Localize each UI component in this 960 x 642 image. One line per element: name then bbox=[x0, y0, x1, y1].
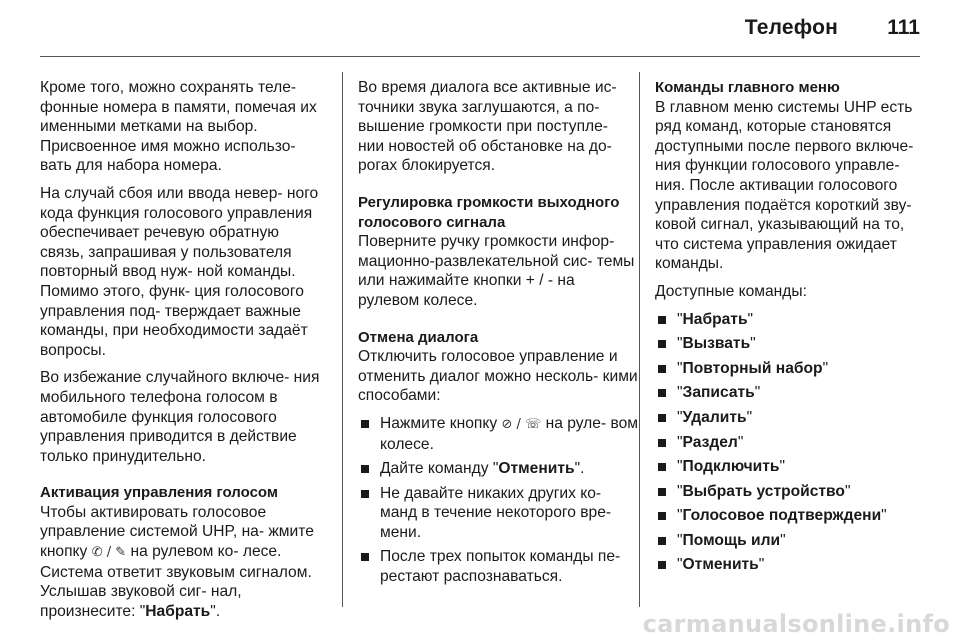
command-item: "Раздел" bbox=[655, 433, 925, 453]
command-item: "Записать" bbox=[655, 383, 925, 403]
watermark: carmanualsonline.info bbox=[642, 610, 950, 638]
phone-voice-icon: ✆ / ✎ bbox=[91, 545, 127, 561]
list-item: Нажмите кнопку ⊘ / ☏ на руле- вом колесе. bbox=[358, 414, 638, 454]
command-item: "Вызвать" bbox=[655, 334, 925, 354]
column-divider-2 bbox=[639, 72, 640, 607]
section-heading: Отмена диалога bbox=[358, 328, 479, 346]
command-item: "Набрать" bbox=[655, 310, 925, 330]
command-item: "Подключить" bbox=[655, 457, 925, 477]
paragraph: Во время диалога все активные ис- точники звука заглушаются, а по- вышение громкости при поступле- нии новостей об обстановке на до- рогах блокируется. bbox=[358, 79, 617, 175]
command-label: Подключить bbox=[682, 458, 780, 476]
command-label: Помощь или bbox=[682, 531, 781, 549]
header-divider bbox=[40, 56, 920, 57]
paragraph: Доступные команды: bbox=[655, 282, 807, 300]
paragraph: На случай сбоя или ввода невер- ного кода функция голосового управления обеспечивает речевую обратную связь, запрашивая у пользователя повторный ввод нуж- ной команды. Помимо этого, функ- ция голосового управления под- тверждает важные команды, при необходимости задаёт вопросы. bbox=[40, 184, 319, 359]
command-label: Отменить bbox=[682, 556, 759, 574]
command-label: Отменить bbox=[498, 460, 575, 478]
command-item: "Отменить" bbox=[655, 555, 925, 575]
command-label: Удалить bbox=[682, 408, 747, 426]
paragraph: Кроме того, можно сохранять теле- фонные номера в памяти, помечая их именными метками на выбор. Присвоенное имя можно использо- вать для набора номера. bbox=[40, 79, 317, 175]
command-list bbox=[655, 310, 925, 576]
paragraph: Во избежание случайного включе- ния мобильного телефона голосом в автомобиле функция голосового управления приводится в действие только принудительно. bbox=[40, 369, 320, 465]
command-label: Выбрать устройство bbox=[682, 482, 845, 500]
section-heading: Активация управления голосом bbox=[40, 484, 278, 502]
mute-hangup-icon: ⊘ / ☏ bbox=[501, 416, 542, 432]
command-item: "Голосовое подтверждени" bbox=[655, 506, 925, 526]
section-heading: Регулировка громкости выходного голосового сигнала bbox=[358, 193, 620, 231]
command-label: Набрать bbox=[145, 602, 211, 620]
column-1 bbox=[40, 78, 320, 629]
command-label: Раздел bbox=[682, 433, 738, 451]
column-divider-1 bbox=[342, 72, 343, 607]
command-label: Записать bbox=[682, 384, 755, 402]
paragraph: Чтобы активировать голосовое управление системой UHP, на- жмите кнопку ✆ / ✎ на рулевом ко- лесе. Система ответит звуковым сигналом. Услышав звуковой сиг- нал, произнесите: "Набрать". bbox=[40, 503, 314, 620]
list-item: Дайте команду "Отменить". bbox=[358, 459, 638, 479]
command-label: Набрать bbox=[682, 310, 748, 328]
command-label: Вызвать bbox=[682, 335, 751, 353]
column-2 bbox=[358, 78, 638, 592]
page-title: Телефон bbox=[744, 16, 838, 39]
paragraph: Отключить голосовое управление и отменить диалог можно несколь- кими способами: bbox=[358, 348, 638, 405]
page-number: 111 bbox=[887, 16, 920, 39]
list-item: После трех попыток команды пе- рестают распознаваться. bbox=[358, 547, 638, 586]
command-label: Голосовое подтверждени bbox=[682, 507, 882, 525]
command-item: "Повторный набор" bbox=[655, 359, 925, 379]
command-item: "Выбрать устройство" bbox=[655, 482, 925, 502]
page-header bbox=[0, 0, 960, 56]
bullet-list bbox=[358, 414, 638, 587]
paragraph: В главном меню системы UHP есть ряд команд, которые становятся доступными после первого включе- ния функции голосового управле- ния. После активации голосового управления подаётся короткий зву- ковой сигнал, указывающий на то, что система управления ожидает команды. bbox=[655, 98, 914, 273]
column-3 bbox=[655, 78, 925, 580]
command-item: "Помощь или" bbox=[655, 531, 925, 551]
command-label: Повторный набор bbox=[682, 359, 823, 377]
paragraph: Поверните ручку громкости инфор- мационно-развлекательной сис- темы или нажимайте кнопки + / - на рулевом колесе. bbox=[358, 233, 635, 309]
command-item: "Удалить" bbox=[655, 408, 925, 428]
list-item: Не давайте никаких других ко- манд в течение некоторого вре- мени. bbox=[358, 484, 638, 543]
section-heading: Команды главного меню bbox=[655, 79, 840, 96]
